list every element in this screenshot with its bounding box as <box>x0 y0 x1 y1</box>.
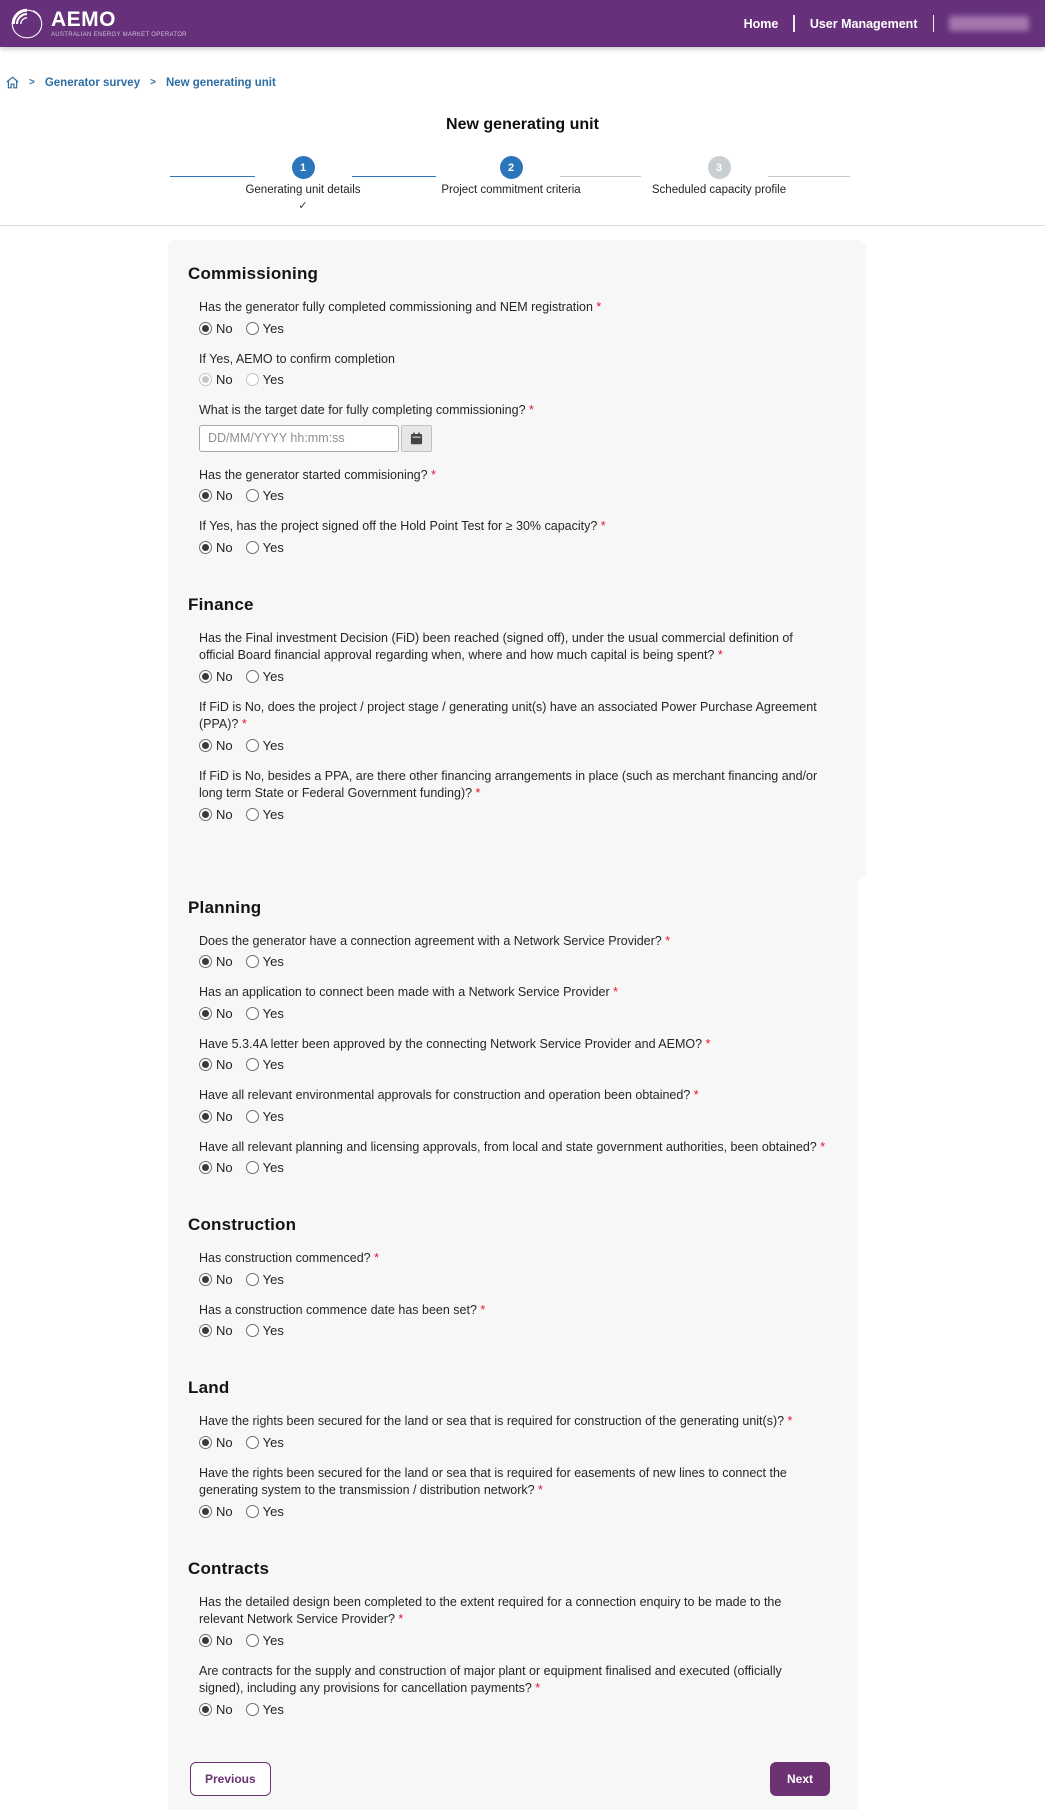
required-asterisk: * <box>531 1681 541 1695</box>
radio-yes-control[interactable] <box>246 541 259 554</box>
radio-option-no[interactable] <box>199 1057 233 1072</box>
question <box>199 1250 830 1287</box>
radio-option-no[interactable] <box>199 807 233 822</box>
step-2-label: Project commitment criteria <box>441 184 581 196</box>
radio-option-yes[interactable] <box>246 1057 284 1072</box>
radio-group <box>199 738 836 753</box>
radio-option-no[interactable] <box>199 669 233 684</box>
question-label: If FiD is No, besides a PPA, are there other financing arrangements in place (such as merchant financing and/or long term State or Federal Government funding)? * <box>199 768 818 800</box>
radio-yes-label: Yes <box>262 954 284 969</box>
radio-yes-control[interactable] <box>246 1273 259 1286</box>
radio-option-yes[interactable] <box>246 1633 284 1648</box>
radio-no-label: No <box>216 954 233 969</box>
radio-yes-control[interactable] <box>246 670 259 683</box>
radio-yes-label: Yes <box>262 668 284 684</box>
question-label: Does the generator have a connection agreement with a Network Service Provider? * <box>199 933 671 948</box>
form-section <box>188 595 836 822</box>
radio-no-control[interactable] <box>199 1436 212 1449</box>
radio-yes-control[interactable] <box>246 1505 259 1518</box>
question <box>199 1302 830 1339</box>
radio-yes-control[interactable] <box>246 1634 259 1647</box>
question-label: Has the generator fully completed commissioning and NEM registration * <box>199 300 602 314</box>
radio-yes-label: Yes <box>262 1632 284 1648</box>
breadcrumb-generator-survey[interactable]: Generator survey <box>44 76 141 89</box>
breadcrumb-separator: > <box>150 77 156 88</box>
required-asterisk: * <box>816 1139 826 1154</box>
breadcrumb-new-generating-unit[interactable]: New generating unit <box>165 76 276 89</box>
question <box>199 1087 830 1124</box>
radio-option-yes[interactable] <box>246 1435 284 1450</box>
radio-group <box>199 1435 830 1450</box>
step-3-circle[interactable]: 3 <box>708 156 731 179</box>
radio-no-label: No <box>216 488 233 503</box>
radio-option-yes[interactable] <box>246 738 284 753</box>
form-actions <box>190 1762 830 1810</box>
radio-option-no[interactable] <box>199 540 233 555</box>
breadcrumb <box>6 76 276 89</box>
radio-group <box>199 321 836 336</box>
question-label: Have 5.3.4A letter been approved by the connecting Network Service Provider and AEMO? * <box>199 1036 711 1051</box>
radio-group <box>199 1057 830 1072</box>
question <box>199 1594 830 1648</box>
radio-no-label: No <box>216 668 233 684</box>
radio-option-yes[interactable] <box>246 1323 284 1338</box>
question <box>199 984 830 1021</box>
radio-no-label: No <box>216 806 233 822</box>
radio-yes-label: Yes <box>262 1701 284 1717</box>
radio-option-no[interactable] <box>199 1272 233 1287</box>
radio-option-yes[interactable] <box>246 321 284 336</box>
section-heading-finance: Finance <box>188 594 254 614</box>
radio-no-label: No <box>216 1632 233 1648</box>
radio-option-no[interactable] <box>199 488 233 503</box>
radio-yes-control[interactable] <box>246 739 259 752</box>
question <box>199 1036 830 1073</box>
page-title: New generating unit <box>446 116 599 133</box>
radio-no-control[interactable] <box>199 1324 212 1337</box>
radio-option-yes[interactable] <box>246 954 284 969</box>
radio-yes-control[interactable] <box>246 1324 259 1337</box>
header <box>0 0 1045 47</box>
radio-yes-label: Yes <box>262 488 284 503</box>
question-label: Has the detailed design been completed to the extent required for a connection enquiry to be made to the relevant Network Service Provider? * <box>199 1594 782 1626</box>
radio-no-label: No <box>216 1005 233 1021</box>
question-label: Have the rights been secured for the land or sea that is required for construction of the generating unit(s)? * <box>199 1414 793 1428</box>
radio-no-label: No <box>216 372 233 387</box>
question <box>199 699 836 753</box>
radio-option-yes[interactable] <box>246 1702 284 1717</box>
radio-yes-control[interactable] <box>246 489 259 502</box>
question <box>199 402 836 452</box>
radio-yes-label: Yes <box>262 1271 284 1287</box>
radio-option-no[interactable] <box>199 954 233 969</box>
radio-no-control[interactable] <box>199 1703 212 1716</box>
radio-no-label: No <box>216 737 233 753</box>
radio-yes-label: Yes <box>262 1057 284 1072</box>
question-label: Has a construction commence date has been set? * <box>199 1302 486 1317</box>
nav-user-management[interactable]: User Management <box>809 16 918 31</box>
radio-no-label: No <box>216 1323 233 1338</box>
radio-no-control <box>199 373 212 386</box>
user-badge-redacted[interactable] <box>949 16 1029 31</box>
breadcrumb-separator: > <box>29 77 35 88</box>
radio-no-control[interactable] <box>199 541 212 554</box>
nav-home[interactable]: Home <box>743 16 779 31</box>
required-asterisk: * <box>661 933 671 948</box>
radio-group <box>199 1006 830 1021</box>
step-2-project-commitment-criteria[interactable] <box>406 150 616 196</box>
radio-no-control[interactable] <box>199 1161 212 1174</box>
question-label: Have all relevant planning and licensing approvals, from local and state government authorities, been obtained? * <box>199 1139 826 1154</box>
radio-group <box>199 1504 830 1519</box>
radio-no-control[interactable] <box>199 1273 212 1286</box>
radio-no-control[interactable] <box>199 1007 212 1020</box>
form-section <box>188 1559 830 1717</box>
question-label: Has an application to connect been made with a Network Service Provider * <box>199 985 618 999</box>
radio-group <box>199 540 836 555</box>
form-panel-top <box>168 240 866 880</box>
radio-no-control[interactable] <box>199 1634 212 1647</box>
question-label: If Yes, has the project signed off the Hold Point Test for ≥ 30% capacity? * <box>199 519 606 533</box>
radio-option-yes[interactable] <box>246 1160 284 1175</box>
brand-tagline: AUSTRALIAN ENERGY MARKET OPERATOR <box>51 32 187 38</box>
question <box>199 1413 830 1450</box>
required-asterisk: * <box>238 717 247 731</box>
question <box>199 630 836 684</box>
step-1-circle[interactable]: 1 <box>292 156 315 179</box>
radio-no-control[interactable] <box>199 670 212 683</box>
step-1-generating-unit-details[interactable] <box>198 150 408 210</box>
question-label: What is the target date for fully completing commissioning? * <box>199 403 534 417</box>
nav-divider <box>933 15 935 32</box>
question <box>199 1139 830 1176</box>
required-asterisk: * <box>525 403 534 417</box>
radio-group <box>199 1272 830 1287</box>
question-label: Has the Final investment Decision (FiD) been reached (signed off), under the usual commercial definition of official Board financial approval regarding when, where and how much capital is being spent? * <box>199 630 793 662</box>
question <box>199 467 836 504</box>
radio-group <box>199 1702 830 1717</box>
radio-option-no[interactable] <box>199 1435 233 1450</box>
section-heading-contracts: Contracts <box>188 1558 270 1578</box>
question-label: If Yes, AEMO to confirm completion <box>199 351 395 366</box>
radio-no-label: No <box>216 539 233 555</box>
top-nav <box>744 15 1029 32</box>
radio-yes-control[interactable] <box>246 1703 259 1716</box>
form-section <box>188 898 830 1176</box>
radio-option-no[interactable] <box>199 1109 233 1124</box>
required-asterisk: * <box>476 1302 486 1317</box>
radio-no-label: No <box>216 1057 233 1072</box>
radio-option-yes[interactable] <box>246 1504 284 1519</box>
radio-yes-control[interactable] <box>246 1436 259 1449</box>
radio-yes-label: Yes <box>262 1108 284 1124</box>
question-label: Have the rights been secured for the land or sea that is required for easements of new lines to connect the generating system to the transmission / distribution network? * <box>199 1465 787 1497</box>
radio-option-no[interactable] <box>199 738 233 753</box>
stepper <box>0 150 1045 222</box>
radio-no-control[interactable] <box>199 489 212 502</box>
radio-no-control[interactable] <box>199 1110 212 1123</box>
radio-option-yes[interactable] <box>246 807 284 822</box>
radio-no-control[interactable] <box>199 322 212 335</box>
target-date-input[interactable] <box>199 425 399 452</box>
question <box>199 518 836 555</box>
radio-no-control[interactable] <box>199 1505 212 1518</box>
radio-group <box>199 954 830 969</box>
radio-group <box>199 1160 830 1175</box>
section-heading-commissioning: Commissioning <box>188 264 319 283</box>
radio-group <box>199 1109 830 1124</box>
required-asterisk: * <box>609 985 618 999</box>
required-asterisk: * <box>472 786 481 800</box>
section-heading-construction: Construction <box>188 1215 297 1234</box>
radio-option-yes[interactable] <box>246 488 284 503</box>
question-label: Have all relevant environmental approvals for construction and operation been obtained? * <box>199 1088 699 1102</box>
radio-no-label: No <box>216 1503 233 1519</box>
question <box>199 1465 830 1519</box>
required-asterisk: * <box>690 1088 699 1102</box>
form <box>168 240 866 1786</box>
radio-group <box>199 372 836 387</box>
radio-no-label: No <box>216 1701 233 1717</box>
radio-yes-control <box>246 373 259 386</box>
required-asterisk: * <box>370 1251 379 1265</box>
radio-option-yes[interactable] <box>246 540 284 555</box>
radio-no-control[interactable] <box>199 955 212 968</box>
form-section <box>188 264 836 555</box>
radio-yes-control[interactable] <box>246 1007 259 1020</box>
radio-option-yes[interactable] <box>246 1109 284 1124</box>
radio-no-control[interactable] <box>199 808 212 821</box>
radio-yes-label: Yes <box>262 737 284 753</box>
brand-name: AEMO <box>51 8 116 31</box>
step-complete-icon <box>198 196 408 210</box>
radio-yes-label: Yes <box>262 806 284 822</box>
question-label: If FiD is No, does the project / project stage / generating unit(s) have an associated Power Purchase Agreement (PPA)? * <box>199 699 817 731</box>
form-panel-bottom <box>168 880 858 1810</box>
radio-option-no[interactable] <box>199 1160 233 1175</box>
radio-option-yes[interactable] <box>246 1006 284 1021</box>
section-heading-land: Land <box>188 1378 230 1397</box>
step-2-circle[interactable]: 2 <box>500 156 523 179</box>
radio-option-no[interactable] <box>199 1006 233 1021</box>
radio-group <box>199 807 836 822</box>
radio-option-yes[interactable] <box>246 1272 284 1287</box>
form-section <box>188 1215 830 1338</box>
radio-yes-label: Yes <box>262 372 284 387</box>
radio-yes-label: Yes <box>262 1005 284 1021</box>
radio-yes-label: Yes <box>262 1160 284 1175</box>
next-button[interactable]: Next <box>770 1762 830 1796</box>
step-3-label: Scheduled capacity profile <box>651 184 787 196</box>
radio-yes-control[interactable] <box>246 808 259 821</box>
required-asterisk: * <box>702 1036 711 1051</box>
form-section <box>188 1378 830 1519</box>
nav-divider <box>793 15 795 32</box>
radio-group <box>199 1633 830 1648</box>
required-asterisk: * <box>714 648 723 662</box>
radio-no-label: No <box>216 1434 233 1450</box>
radio-yes-label: Yes <box>262 539 284 555</box>
step-3-scheduled-capacity-profile[interactable] <box>614 150 824 196</box>
question <box>199 299 836 336</box>
radio-group <box>199 1323 830 1338</box>
radio-option-no <box>199 372 233 387</box>
radio-option-no[interactable] <box>199 321 233 336</box>
required-asterisk: * <box>597 519 606 533</box>
radio-yes-control[interactable] <box>246 1161 259 1174</box>
radio-no-label: No <box>216 320 233 336</box>
calendar-icon <box>410 432 423 445</box>
radio-yes-control[interactable] <box>246 322 259 335</box>
radio-option-no[interactable] <box>199 1702 233 1717</box>
radio-option-no[interactable] <box>199 1504 233 1519</box>
question-label: Has construction commenced? * <box>199 1251 379 1265</box>
radio-yes-control[interactable] <box>246 1110 259 1123</box>
date-picker <box>199 425 836 452</box>
radio-option-yes <box>246 372 284 387</box>
required-asterisk: * <box>592 300 602 314</box>
previous-button[interactable]: Previous <box>190 1762 271 1796</box>
step-1-label: Generating unit details <box>245 184 361 196</box>
required-asterisk: * <box>534 1483 543 1497</box>
aemo-swirl-icon <box>8 5 46 43</box>
required-asterisk: * <box>784 1414 793 1428</box>
question <box>199 933 830 970</box>
radio-yes-control[interactable] <box>246 955 259 968</box>
radio-yes-label: Yes <box>262 1323 284 1338</box>
question <box>199 768 836 822</box>
content-divider <box>0 225 1045 226</box>
required-asterisk: * <box>427 467 436 482</box>
radio-no-control[interactable] <box>199 1058 212 1071</box>
question-label: Are contracts for the supply and construction of major plant or equipment finalised and executed (officially signed), including any provisions for cancellation payments? * <box>199 1663 782 1695</box>
radio-no-control[interactable] <box>199 739 212 752</box>
radio-option-no[interactable] <box>199 1323 233 1338</box>
required-asterisk: * <box>394 1612 404 1626</box>
aemo-logo[interactable] <box>8 5 187 43</box>
radio-no-label: No <box>216 1271 233 1287</box>
radio-yes-label: Yes <box>262 320 284 336</box>
question <box>199 1663 830 1717</box>
section-heading-planning: Planning <box>188 897 262 917</box>
radio-no-label: No <box>216 1108 233 1124</box>
radio-option-yes[interactable] <box>246 669 284 684</box>
home-icon[interactable] <box>6 76 19 89</box>
radio-yes-control[interactable] <box>246 1058 259 1071</box>
radio-yes-label: Yes <box>262 1503 284 1519</box>
radio-yes-label: Yes <box>262 1434 284 1450</box>
radio-no-label: No <box>216 1160 233 1175</box>
question-label: Has the generator started commisioning? * <box>199 467 436 482</box>
question <box>199 351 836 388</box>
calendar-button[interactable] <box>401 425 432 452</box>
radio-option-no[interactable] <box>199 1633 233 1648</box>
radio-group <box>199 669 836 684</box>
radio-group <box>199 488 836 503</box>
